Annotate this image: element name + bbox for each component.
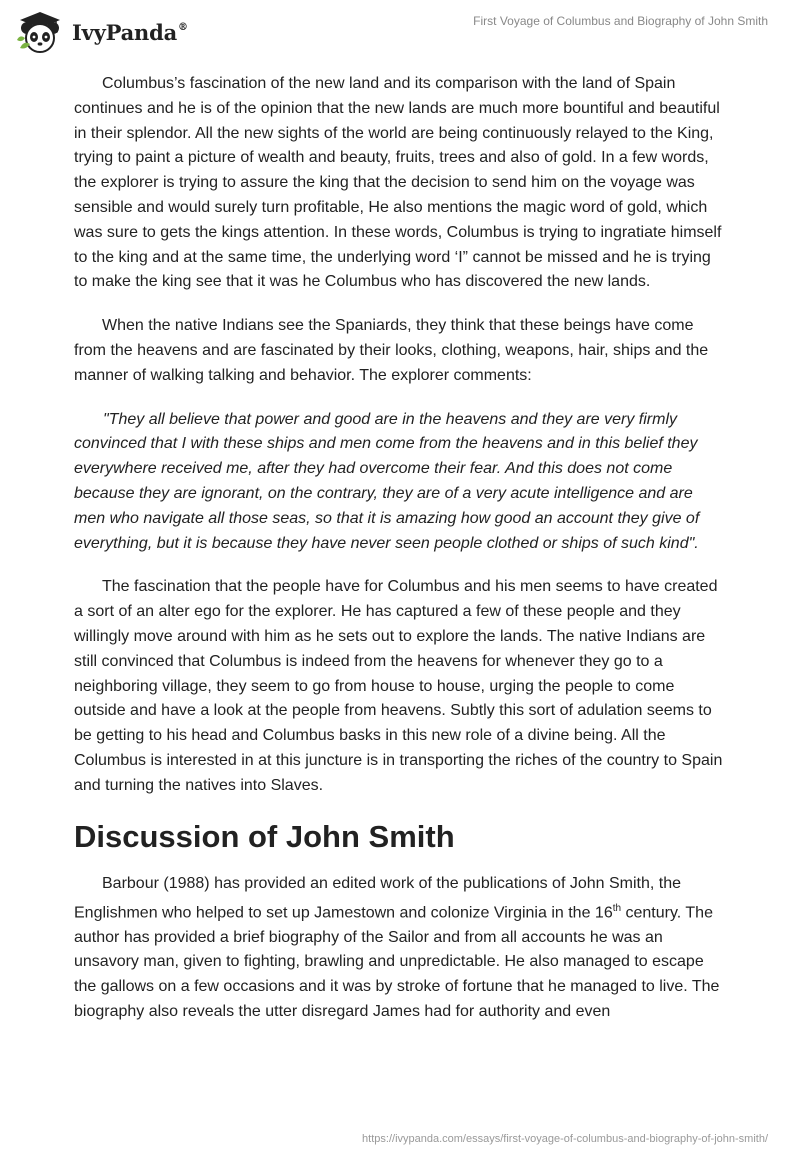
source-url[interactable]: https://ivypanda.com/essays/first-voyage-of-columbus-and-biography-of-john-smith/ <box>362 1133 768 1145</box>
paragraph-john-smith: Barbour (1988) has provided an edited work of the publications of John Smith, the Englishmen who helped to set up Jamestown and colonize Virginia in the 16th century. The author has provided a brief biography of the Sailor and from all accounts he was an unsavory man, given to fighting, brawling and unpredictable. He also managed to escape the gallows on a few occasions and it was by stroke of fortune that he managed to live. The biography also reveals the utter disregard James had for authority and even <box>74 874 720 1021</box>
paragraph-columbus-fascination: Columbus’s fascination of the new land and its comparison with the land of Spain continues and he is of the opinion that the new lands are much more bountiful and beautiful in their splendor. All the new sights of the world are being continuously relayed to the King, trying to paint a picture of wealth and beauty, fruits, trees and also of gold. In a few words, the explorer is trying to assure the king that the decision to send him on the voyage was sensible and would surely turn profitable, He also mentions the magic word of gold, which was sure to gets the kings attention. In these words, Columbus is trying to ingratiate himself to the king and at the same time, the underlying word ‘I” cannot be missed and he is trying to make the king see that it was he Columbus who has discovered the new lands. <box>74 75 722 291</box>
paragraph-native-indians: When the native Indians see the Spaniards, they think that these beings have come from the heavens and are fascinated by their looks, clothing, weapons, hair, ships and the manner of walking talking and behavior. The explorer comments: <box>74 317 709 384</box>
document-title: First Voyage of Columbus and Biography of John Smith <box>473 14 768 28</box>
section-heading: Discussion of John Smith <box>74 818 455 854</box>
block-quote: "They all believe that power and good are in the heavens and they are very firmly convinced that I with these ships and men come from the heavens and in this belief they everywhere received me, after they had overcome their fear. And this does not come because they are ignorant, on the contrary, they are of a very acute intelligence and are men who navigate all those seas, so that it is amazing how good an account they give of everything, but it is because they have never seen people clothed or ships of such kind". <box>74 410 700 552</box>
essay-content <box>74 72 728 1044</box>
paragraph-alter-ego: The fascination that the people have for Columbus and his men seems to have created a sort of an alter ego for the explorer. He has captured a few of these people and they willingly move around with him as he sets out to explore the lands. The native Indians are still convinced that Columbus is indeed from the heavens for whenever they go to a neighboring village, they seem to go from house to house, urging the people to come outside and have a look at the people from heavens. Subtly this sort of adulation seems to be getting to his head and Columbus basks in this new role of a divine being. All the Columbus is interested in at this juncture is in transporting the riches of the country to Spain and turning the natives into Slaves. <box>74 578 723 794</box>
ordinal-suffix: th <box>612 902 622 914</box>
page-header <box>0 0 800 60</box>
brand-name: IvyPanda® <box>72 19 188 45</box>
panda-graduate-icon <box>14 10 66 54</box>
ivypanda-logo[interactable] <box>14 10 188 54</box>
